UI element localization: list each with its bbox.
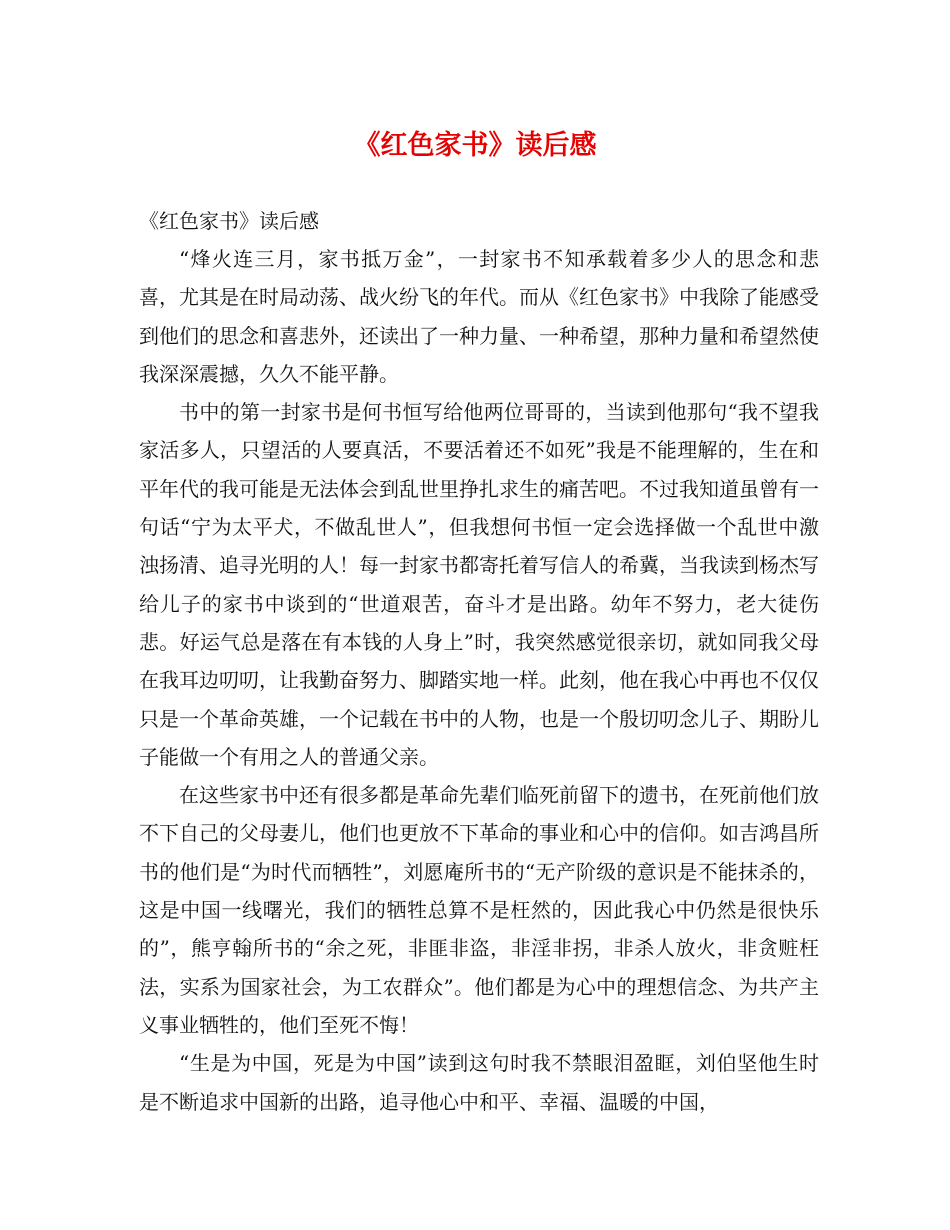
paragraph: 书中的第一封家书是何书恒写给他两位哥哥的，当读到他那句“我不望我家活多人，只望活的人要真活，不要活着还不如死”我是不能理解的，生在和平年代的我可能是无法体会到乱世里挣扎求生的痛苦吧。不过我知道虽曾有一句话“宁为太平犬，不做乱世人”，但我想何书恒一定会选择做一个乱世中激浊扬清、追寻光明的人！每一封家书都寄托着写信人的希冀，当我读到杨杰写给儿子的家书中谈到的“世道艰苦，奋斗才是出路。幼年不努力，老大徒伤悲。好运气总是落在有本钱的人身上”时，我突然感觉很亲切，就如同我父母在我耳边叨叨，让我勤奋努力、脚踏实地一样。此刻，他在我心中再也不仅仅只是一个革命英雄，一个记载在书中的人物，也是一个殷切叨念儿子、期盼儿子能做一个有用之人的普通父亲。	[139, 400, 819, 769]
paragraph: “生是为中国，死是为中国”读到这句时我不禁眼泪盈眶，刘伯坚他生时是不断追求中国新的出路，追寻他心中和平、幸福、温暖的中国，	[139, 1051, 819, 1114]
document-body	[139, 240, 819, 1121]
paragraph: “烽火连三月，家书抵万金”，一封家书不知承载着多少人的思念和悲喜，尤其是在时局动荡、战火纷飞的年代。而从《红色家书》中我除了能感受到他们的思念和喜悲外，还读出了一种力量、一种希望，那种力量和希望然使我深深震撼，久久不能平静。	[139, 247, 819, 386]
paragraph: 在这些家书中还有很多都是革命先辈们临死前留下的遗书，在死前他们放不下自己的父母妻儿，他们也更放不下革命的事业和心中的信仰。如吉鸿昌所书的他们是“为时代而牺牲”，刘愿庵所书的“无产阶级的意识是不能抹杀的，这是中国一线曙光，我们的牺牲总算不是枉然的，因此我心中仍然是很快乐的”，熊亨翰所书的“余之死，非匪非盗，非淫非拐，非杀人放火，非贪赃枉法，实系为国家社会，为工农群众”。他们都是为心中的理想信念、为共产主义事业牺牲的，他们至死不悔！	[139, 783, 819, 1037]
document-subtitle: 《红色家书》读后感	[139, 209, 319, 233]
document-title: 《红色家书》读后感	[353, 130, 597, 161]
